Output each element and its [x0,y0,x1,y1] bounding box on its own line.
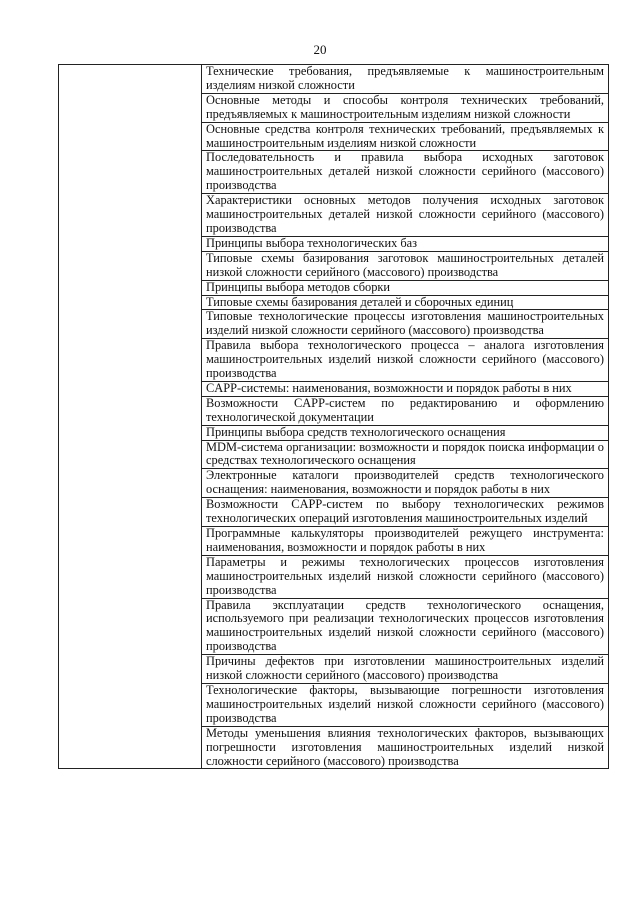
requirement-cell [202,251,609,280]
requirement-cell [202,498,609,527]
requirement-cell [202,396,609,425]
requirement-text: Принципы выбора технологических баз [206,235,418,250]
requirement-text: Параметры и режимы технологических процессов изготовления машиностроительных изделий низкой сложности серийного (массового) производства [206,554,604,597]
requirements-table [58,64,609,769]
requirement-cell [202,339,609,382]
requirement-text: Правила выбора технологического процесса – аналога изготовления машиностроительных изделий низкой сложности серийного (массового) производства [206,338,604,381]
requirement-text: MDM-система организации: возможности и порядок поиска информации о средствах технологического оснащения [206,439,604,468]
requirement-cell [202,310,609,339]
requirement-text: Основные средства контроля технических требований, предъявляемых к машиностроительным изделиям низкой сложности [206,121,604,150]
table-row [59,65,609,94]
requirement-text: Последовательность и правила выбора исходных заготовок машиностроительных деталей низкой сложности серийного (массового) производства [206,150,604,193]
requirement-cell [202,194,609,237]
requirement-cell [202,65,609,94]
requirement-cell [202,598,609,655]
requirement-text: Типовые технологические процессы изготовления машиностроительных изделий низкой сложности серийного (массового) производства [206,309,604,338]
requirement-text: CAPP-системы: наименования, возможности и порядок работы в них [206,380,572,395]
requirement-cell [202,683,609,726]
requirements-table-body [59,65,609,769]
requirement-cell [202,440,609,469]
requirement-text: Основные методы и способы контроля технических требований, предъявляемых к машиностроительным изделиям низкой сложности [206,92,604,121]
requirement-cell [202,425,609,440]
page-number: 20 [313,42,327,57]
requirement-text: Методы уменьшения влияния технологических факторов, вызывающих погрешности изготовления машиностроительных изделий низкой сложности серийного (массового) производства [206,725,604,768]
requirement-text: Программные калькуляторы производителей режущего инструмента: наименования, возможности и порядок работы в них [206,526,604,554]
requirement-cell [202,381,609,396]
requirement-text: Возможности CAPP-систем по выбору технологических режимов технологических операций изготовления машиностроительных изделий [206,497,604,526]
requirement-text: Правила эксплуатации средств технологического оснащения, используемого при реализации технологических процессов изготовления машиностроительных изделий низкой сложности серийного (массового) производства [206,597,604,654]
requirement-text: Принципы выбора методов сборки [206,279,391,294]
requirement-cell [202,151,609,194]
requirement-cell [202,122,609,151]
requirement-text: Причины дефектов при изготовлении машиностроительных изделий низкой сложности серийного (массового) производства [206,654,604,683]
requirement-text: Электронные каталоги производителей средств технологического оснащения: наименования, возможности и порядок работы в них [206,468,604,497]
requirement-cell [202,655,609,684]
requirement-cell [202,527,609,556]
requirement-cell [202,236,609,251]
requirement-text: Типовые схемы базирования деталей и сборочных единиц [206,294,514,309]
requirement-text: Принципы выбора средств технологического оснащения [206,424,506,439]
requirement-cell [202,726,609,769]
requirement-text: Технические требования, предъявляемые к машиностроительным изделиям низкой сложности [206,64,604,92]
requirement-cell [202,469,609,498]
requirement-cell [202,555,609,598]
left-column-cell [59,65,202,769]
requirement-cell [202,93,609,122]
requirement-text: Возможности CAPP-систем по редактированию и оформлению технологической документации [206,395,604,424]
requirement-text: Характеристики основных методов получения исходных заготовок машиностроительных деталей низкой сложности серийного (массового) производства [206,193,604,235]
requirement-text: Технологические факторы, вызывающие погрешности изготовления машиностроительных изделий низкой сложности серийного (массового) производства [206,682,604,725]
requirement-text: Типовые схемы базирования заготовок машиностроительных деталей низкой сложности серийного (массового) производства [206,250,604,279]
requirement-cell [202,280,609,295]
requirement-cell [202,295,609,310]
